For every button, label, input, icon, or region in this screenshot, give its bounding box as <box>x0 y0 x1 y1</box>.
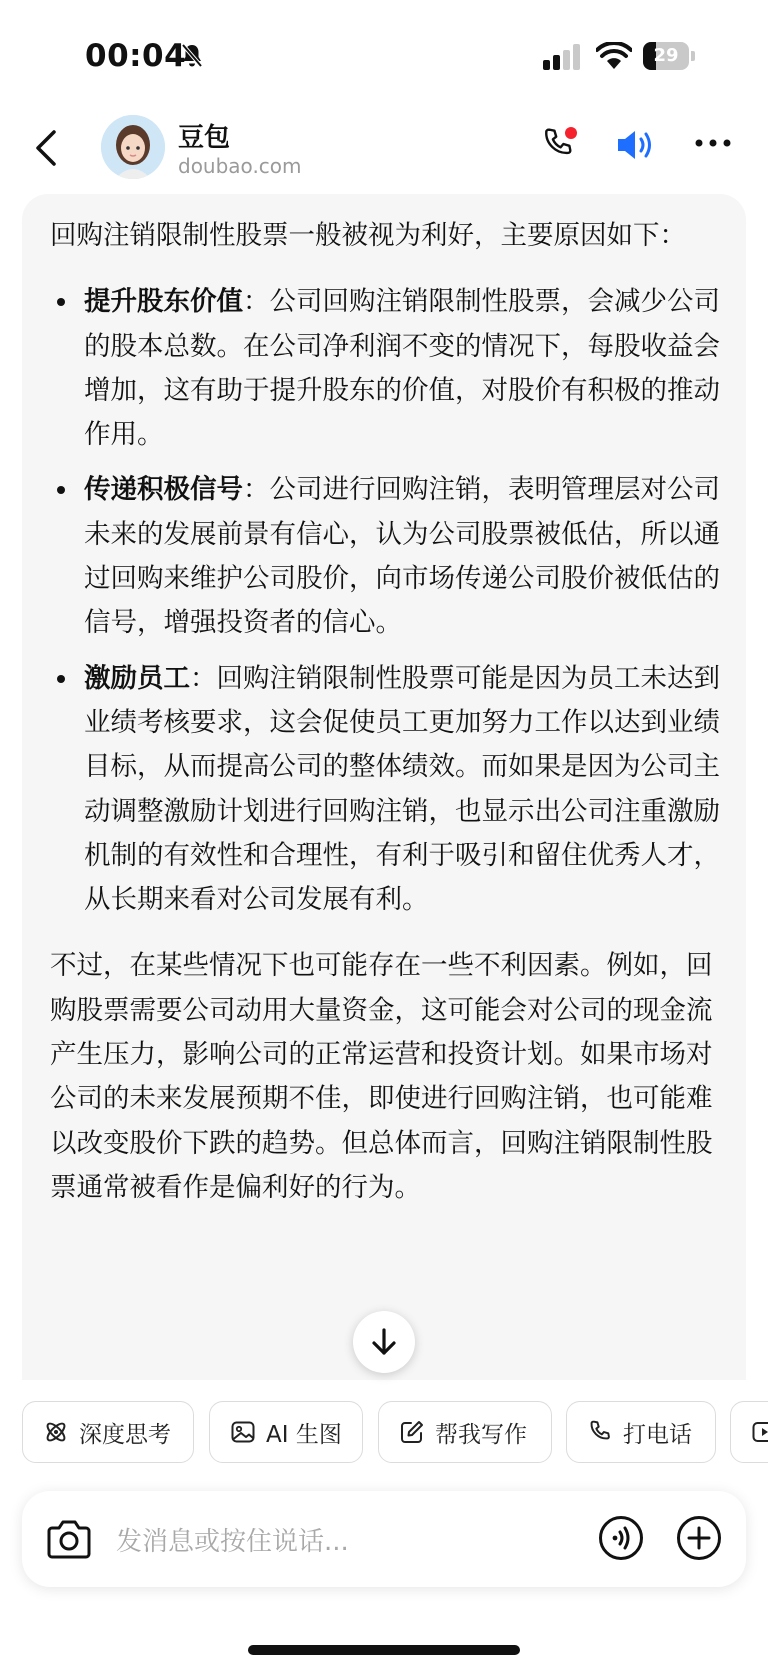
chip-label: 帮我写作 <box>435 1421 527 1448</box>
point-title: 传递积极信号 <box>84 474 243 506</box>
point-text: ：回购注销限制性股票可能是因为员工未达到业绩考核要求，这会促使员工更加努力工作以达到业绩目标，从而提高公司的整体绩效。而如果是因为公司主动调整激励计划进行回购注销，也显示出公司注重激励机制的有效性和合理性，有利于吸引和留住优秀人才，从长期来看对公司发展有利。 <box>84 662 720 916</box>
scroll-to-bottom-button[interactable] <box>353 1311 415 1373</box>
status-time: 00:04 <box>85 38 187 74</box>
point-title: 提升股东价值 <box>84 286 243 318</box>
message-content <box>50 214 724 1210</box>
chip-phone-call[interactable] <box>566 1401 716 1463</box>
cellular-signal-icon <box>543 44 583 70</box>
chip-deep-thinking[interactable] <box>22 1401 194 1463</box>
camera-icon[interactable] <box>46 1518 92 1560</box>
bot-name: 豆包 <box>178 123 231 153</box>
atom-icon <box>43 1419 69 1445</box>
chip-label: AI 生图 <box>266 1421 342 1448</box>
chip-writing[interactable] <box>378 1401 552 1463</box>
chip-video-partial[interactable] <box>730 1401 768 1463</box>
message-input-bar <box>22 1491 746 1587</box>
arrow-down-icon <box>370 1327 398 1357</box>
add-attachment-icon[interactable] <box>676 1515 722 1561</box>
list-item <box>50 657 724 923</box>
chip-ai-image[interactable] <box>209 1401 363 1463</box>
message-input[interactable]: 发消息或按住说话... <box>116 1527 349 1557</box>
battery-indicator <box>643 42 695 70</box>
speaker-volume-icon[interactable] <box>616 128 656 162</box>
bot-avatar[interactable] <box>101 115 165 179</box>
back-arrow-icon[interactable] <box>30 126 66 170</box>
point-title: 激励员工 <box>84 662 190 694</box>
notification-dot <box>565 127 577 139</box>
voice-wave-icon[interactable] <box>598 1515 644 1561</box>
home-indicator <box>248 1645 520 1655</box>
bot-domain: doubao.com <box>178 154 302 178</box>
wifi-icon <box>596 42 632 70</box>
point-text: ：公司回购注销限制性股票，会减少公司的股本总数。在公司净利润不变的情况下，每股收益会增加，这有助于提升股东的价值，对股价有积极的推动作用。 <box>84 286 720 451</box>
list-item <box>50 468 724 645</box>
battery-level: 29 <box>653 45 679 66</box>
point-text: ：公司进行回购注销，表明管理层对公司未来的发展前景有信心，认为公司股票被低估，所以通过回购来维护公司股价，向市场传递公司股价被低估的信号，增强投资者的信心。 <box>84 474 720 639</box>
video-icon <box>751 1419 768 1445</box>
chip-label: 深度思考 <box>79 1421 171 1448</box>
status-bar <box>0 0 768 110</box>
chat-header <box>0 110 768 196</box>
message-points <box>50 280 724 922</box>
message-conclusion: 不过，在某些情况下也可能存在一些不利因素。例如，回购股票需要公司动用大量资金，这可能会对公司的现金流产生压力，影响公司的正常运营和投资计划。如果市场对公司的未来发展预期不佳，即使进行回购注销，也可能难以改变股价下跌的趋势。但总体而言，回购注销限制性股票通常被看作是偏利好的行为。 <box>50 950 713 1203</box>
more-options-icon[interactable] <box>694 138 732 148</box>
edit-icon <box>399 1419 425 1445</box>
message-intro: 回购注销限制性股票一般被视为利好，主要原因如下： <box>50 220 686 251</box>
chip-label: 打电话 <box>623 1421 692 1448</box>
bell-muted-icon <box>180 43 204 69</box>
list-item <box>50 280 724 457</box>
assistant-message-bubble <box>22 194 746 1380</box>
phone-icon <box>587 1419 613 1445</box>
image-icon <box>230 1419 256 1445</box>
quick-action-chips <box>0 1401 768 1467</box>
